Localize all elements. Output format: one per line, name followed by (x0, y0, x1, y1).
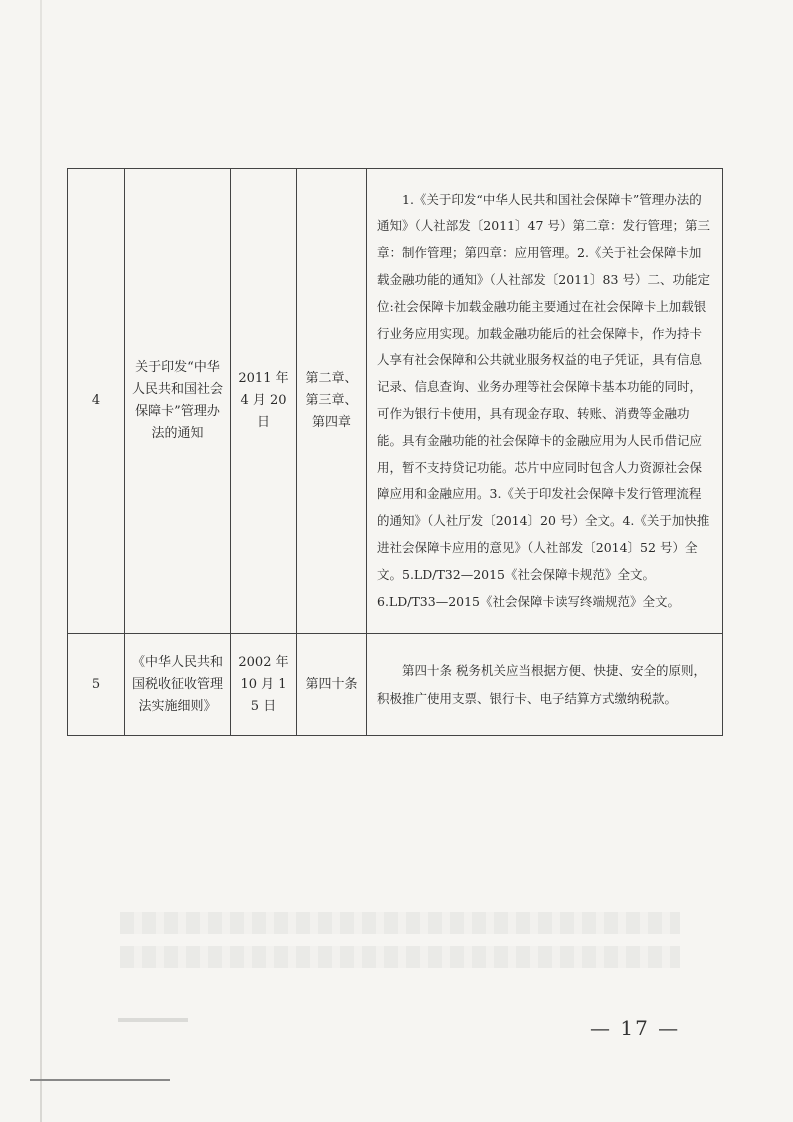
chapter-cell: 第二章、第三章、第四章 (297, 169, 367, 634)
chapter-cell: 第四十条 (297, 634, 367, 736)
table-row (68, 169, 723, 634)
bottom-rule (30, 1079, 170, 1081)
content-cell (367, 634, 723, 736)
page-number: — 17 — (590, 1016, 681, 1040)
scan-artifact (120, 912, 680, 934)
row-number-cell: 4 (68, 169, 125, 634)
table-row (68, 634, 723, 736)
document-title-cell: 关于印发“中华人民共和国社会保障卡”管理办法的通知 (125, 169, 231, 634)
document-title-cell: 《中华人民共和国税收征收管理法实施细则》 (125, 634, 231, 736)
scan-artifact (120, 946, 680, 968)
row-number-cell: 5 (68, 634, 125, 736)
content-paragraph: 1.《关于印发“中华人民共和国社会保障卡”管理办法的通知》（人社部发〔2011〕47 号）第二章：发行管理；第三章：制作管理；第四章：应用管理。2.《关于社会保障卡加载金融功能的通知》（人社部发〔2011〕83 号）二、功能定位:社会保障卡加载金融功能主要通过在社会保障卡上加载银行业务应用实现。加载金融功能后的社会保障卡，作为持卡人享有社会保障和公共就业服务权益的电子凭证，具有信息记录、信息查询、业务办理等社会保障卡基本功能的同时，可作为银行卡使用，具有现金存取、转账、消费等金融功能。具有金融功能的社会保障卡的金融应用为人民币借记应用，暂不支持贷记功能。芯片中应同时包含人力资源社会保障应用和金融应用。3.《关于印发社会保障卡发行管理流程的通知》（人社厅发〔2014〕20 号）全文。4.《关于加快推进社会保障卡应用的意见》（人社部发〔2014〕52 号）全文。5.LD/T32—2015《社会保障卡规范》全文。 (377, 191, 710, 582)
issue-date-cell: 2002 年 10 月 15 日 (231, 634, 297, 736)
page-edge-shadow (40, 0, 42, 1122)
issue-date-cell: 2011 年 4 月 20 日 (231, 169, 297, 634)
content-paragraph: 第四十条 税务机关应当根据方便、快捷、安全的原则，积极推广使用支票、银行卡、电子结算方式缴纳税款。 (377, 662, 706, 706)
content-cell (367, 169, 723, 634)
scan-artifact (118, 1018, 188, 1022)
content-paragraph-tail: 6.LD/T33—2015《社会保障卡读写终端规范》全文。 (377, 593, 681, 609)
regulation-table (67, 168, 723, 736)
